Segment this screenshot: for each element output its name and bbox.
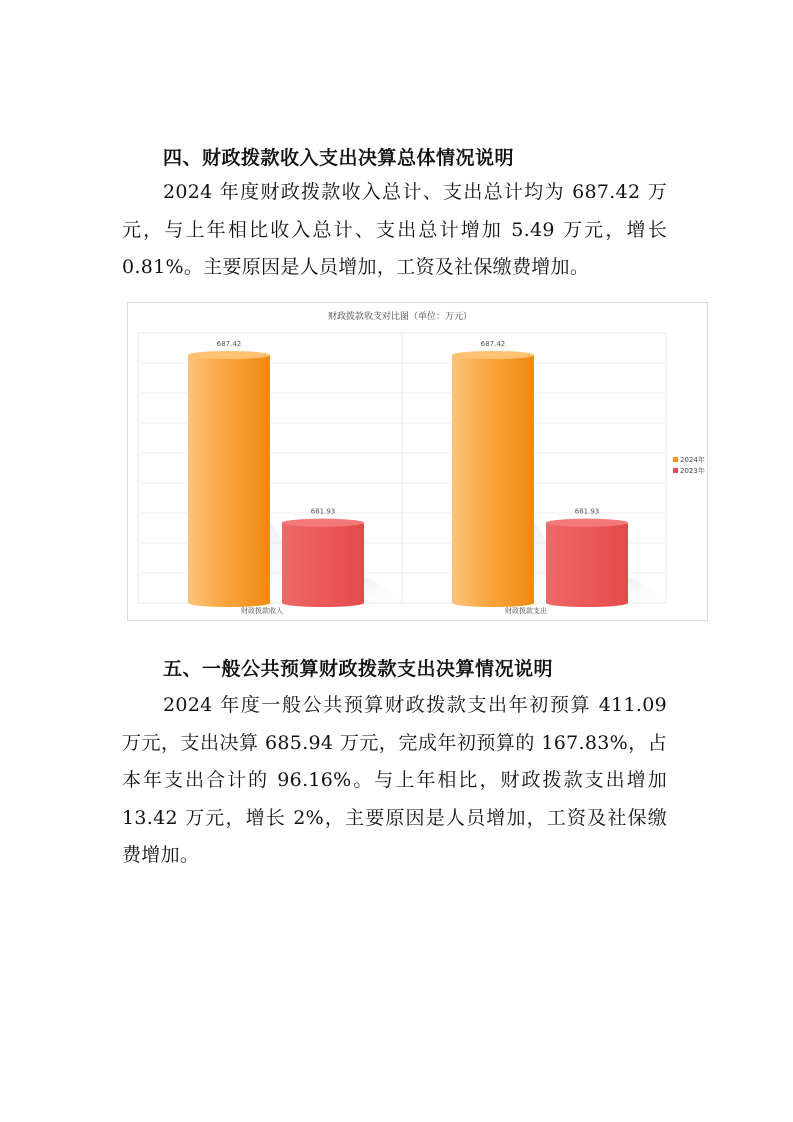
legend: [673, 455, 705, 475]
section-5-heading: 五、一般公共预算财政拨款支出决算情况说明: [163, 658, 554, 680]
section-5-paragraph: [122, 687, 667, 875]
paragraph-line: 本年支出合计的 96.16%。与上年相比，财政拨款支出增加: [122, 769, 667, 791]
data-labels: [217, 340, 600, 516]
paragraph-line: 万元，支出决算 685.94 万元，完成年初预算的 167.83%，占: [122, 731, 667, 754]
bars: [188, 351, 628, 607]
legend-label: 2024年: [680, 456, 705, 464]
section-4-paragraph: [122, 174, 667, 287]
paragraph-line: 2024 年度一般公共预算财政拨款支出年初预算 411.09: [163, 694, 667, 716]
category-labels: [241, 606, 547, 615]
data-label: 681.93: [574, 507, 600, 516]
data-label: 681.93: [310, 507, 336, 516]
chart-title: 财政拨款收支对比图（单位：万元）: [327, 312, 473, 322]
category-label: 财政拨款支出: [505, 607, 547, 615]
section-4-heading: 四、财政拨款收入支出决算总体情况说明: [163, 147, 515, 169]
paragraph-line: 13.42 万元，增长 2%，主要原因是人员增加，工资及社保缴: [122, 806, 667, 829]
bar-top: [546, 519, 628, 527]
paragraph-line: 元，与上年相比收入总计、支出总计增加 5.49 万元，增长: [122, 218, 667, 241]
data-label: 687.42: [480, 340, 506, 348]
bar-top: [188, 351, 270, 359]
bar-2023-expense: [546, 523, 628, 607]
chart-container: [127, 302, 708, 621]
bar-top: [452, 351, 534, 359]
legend-swatch: [673, 468, 678, 473]
legend-swatch: [673, 457, 678, 462]
bar-2024-income: [188, 355, 270, 607]
bar-top: [282, 519, 364, 527]
bar-2023-income: [282, 523, 364, 607]
category-label: 财政拨款收入: [241, 607, 283, 615]
legend-label: 2023年: [680, 467, 705, 475]
paragraph-line: 费增加。: [122, 844, 200, 866]
data-label: 687.42: [216, 340, 242, 348]
paragraph-line: 0.81%。主要原因是人员增加，工资及社保缴费增加。: [122, 256, 590, 278]
bar-2024-expense: [452, 355, 534, 607]
bar-chart: [128, 303, 707, 620]
paragraph-line: 2024 年度财政拨款收入总计、支出总计均为 687.42 万: [163, 181, 667, 203]
